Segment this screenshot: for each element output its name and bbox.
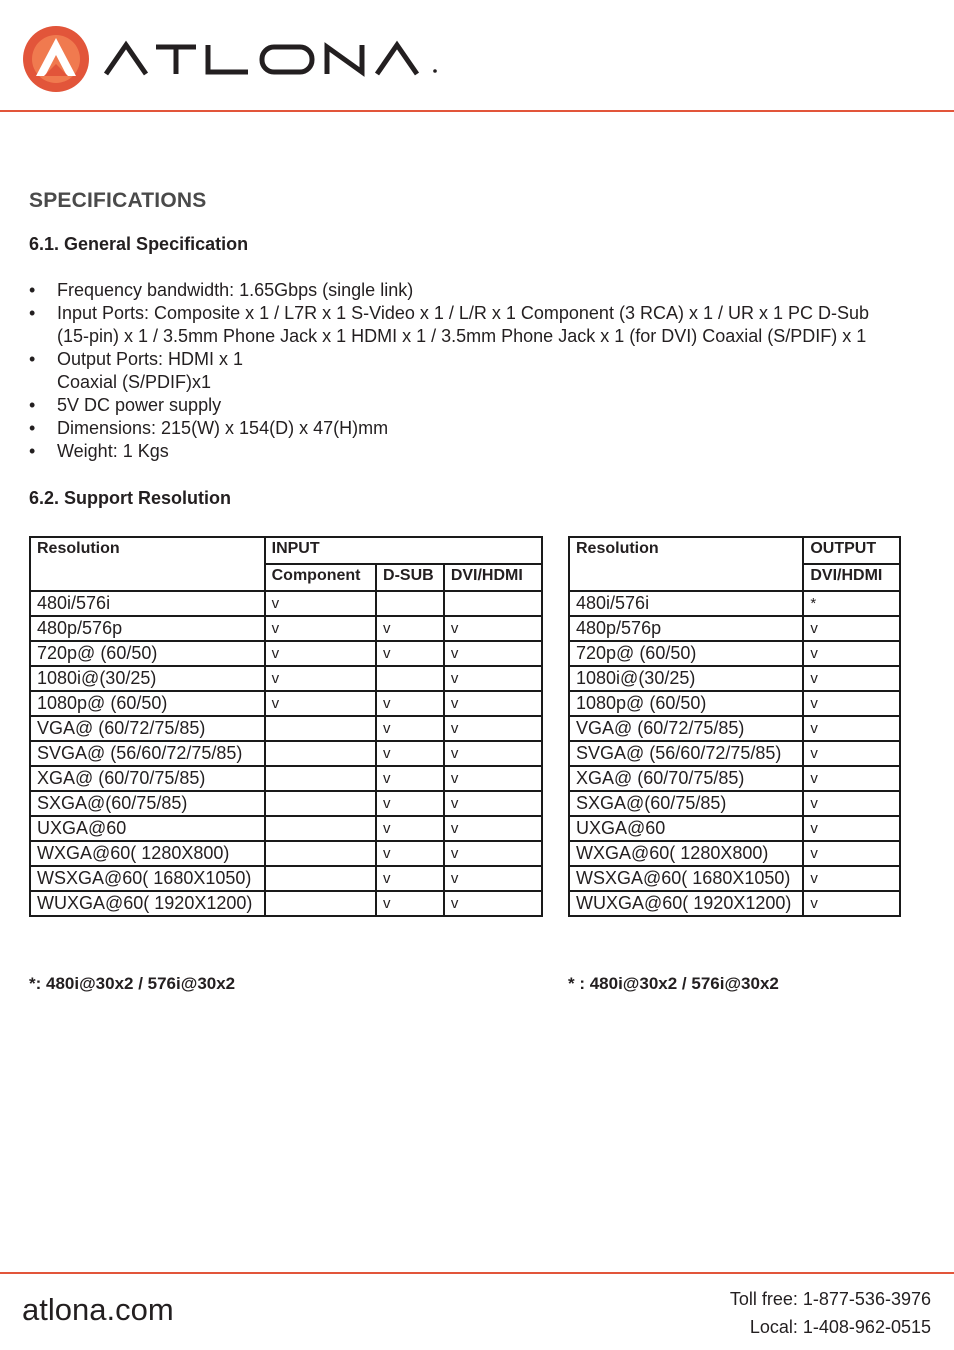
- dvi-support-cell: v: [803, 766, 900, 791]
- column-header-dvi-hdmi: DVI/HDMI: [444, 564, 542, 591]
- component-support-cell: v: [265, 666, 376, 691]
- column-header-resolution: Resolution: [30, 537, 265, 591]
- component-support-cell: [265, 766, 376, 791]
- output-table-note: * : 480i@30x2 / 576i@30x2: [568, 974, 779, 993]
- dvi-support-cell: v: [444, 841, 542, 866]
- dsub-support-cell: v: [376, 641, 444, 666]
- resolution-cell: XGA@ (60/70/75/85): [569, 766, 803, 791]
- website-url[interactable]: atlona.com: [22, 1292, 174, 1327]
- section-title: SPECIFICATIONS: [29, 189, 207, 212]
- footer-divider: [0, 1272, 954, 1274]
- dvi-support-cell: v: [444, 816, 542, 841]
- component-support-cell: v: [265, 641, 376, 666]
- page-header: [0, 0, 954, 112]
- table-row: [569, 741, 900, 766]
- table-row: [569, 716, 900, 741]
- dsub-support-cell: v: [376, 616, 444, 641]
- table-row: [30, 641, 542, 666]
- dsub-support-cell: [376, 666, 444, 691]
- table-header-row: [569, 537, 900, 564]
- dsub-support-cell: v: [376, 891, 444, 916]
- component-support-cell: [265, 791, 376, 816]
- component-support-cell: [265, 866, 376, 891]
- resolution-cell: 480p/576p: [569, 616, 803, 641]
- resolution-cell: WUXGA@60( 1920X1200): [30, 891, 265, 916]
- input-resolution-table: [29, 536, 543, 917]
- dsub-support-cell: v: [376, 716, 444, 741]
- dsub-support-cell: v: [376, 791, 444, 816]
- dvi-support-cell: v: [444, 741, 542, 766]
- table-header-row: [30, 537, 542, 564]
- table-row: [30, 866, 542, 891]
- support-resolution-title: 6.2. Support Resolution: [29, 488, 232, 508]
- dsub-support-cell: v: [376, 866, 444, 891]
- bullet-icon: •: [29, 418, 36, 438]
- dvi-support-cell: v: [803, 791, 900, 816]
- table-row: [569, 866, 900, 891]
- dvi-support-cell: v: [803, 816, 900, 841]
- table-row: [569, 666, 900, 691]
- dvi-support-cell: *: [803, 591, 900, 616]
- local-number: Local: 1-408-962-0515: [749, 1317, 931, 1337]
- resolution-cell: SXGA@(60/75/85): [569, 791, 803, 816]
- resolution-cell: 1080i@(30/25): [569, 666, 803, 691]
- resolution-cell: XGA@ (60/70/75/85): [30, 766, 265, 791]
- list-item: • Input Ports: Composite x 1 / L7R x 1 S-Video x 1 / L/R x 1 Component (3 RCA) x 1 / UR x 1 PC D-Sub: [29, 303, 870, 323]
- table-row: [30, 816, 542, 841]
- column-header-dvi-hdmi: DVI/HDMI: [803, 564, 900, 591]
- atlona-logo: [22, 24, 442, 94]
- dvi-support-cell: v: [444, 666, 542, 691]
- dvi-support-cell: v: [803, 616, 900, 641]
- dsub-support-cell: v: [376, 691, 444, 716]
- table-row: [30, 591, 542, 616]
- dvi-support-cell: v: [444, 866, 542, 891]
- component-support-cell: v: [265, 591, 376, 616]
- dvi-support-cell: v: [803, 691, 900, 716]
- table-row: [569, 891, 900, 916]
- table-row: [569, 616, 900, 641]
- toll-free-number: Toll free: 1-877-536-3976: [729, 1289, 931, 1309]
- table-row: [30, 691, 542, 716]
- output-resolution-table: [568, 536, 901, 917]
- table-row: [569, 591, 900, 616]
- resolution-cell: WXGA@60( 1280X800): [30, 841, 265, 866]
- resolution-cell: VGA@ (60/72/75/85): [569, 716, 803, 741]
- resolution-cell: UXGA@60: [30, 816, 265, 841]
- dvi-support-cell: v: [803, 666, 900, 691]
- table-row: [569, 816, 900, 841]
- resolution-cell: 1080p@ (60/50): [569, 691, 803, 716]
- dvi-support-cell: v: [444, 641, 542, 666]
- list-item: • Weight: 1 Kgs: [29, 441, 169, 461]
- dvi-support-cell: v: [444, 791, 542, 816]
- resolution-cell: 480i/576i: [30, 591, 265, 616]
- resolution-cell: 720p@ (60/50): [30, 641, 265, 666]
- component-support-cell: [265, 891, 376, 916]
- dsub-support-cell: v: [376, 816, 444, 841]
- dvi-support-cell: v: [803, 741, 900, 766]
- column-header-component: Component: [265, 564, 376, 591]
- table-row: [569, 641, 900, 666]
- column-header-dsub: D-SUB: [376, 564, 444, 591]
- dvi-support-cell: v: [803, 891, 900, 916]
- header-divider: [0, 110, 954, 112]
- dvi-support-cell: v: [444, 891, 542, 916]
- table-row: [30, 766, 542, 791]
- bullet-icon: •: [29, 303, 36, 323]
- contact-info: [730, 1285, 931, 1341]
- table-row: [569, 766, 900, 791]
- list-item: • 5V DC power supply: [29, 395, 222, 415]
- list-item: • Frequency bandwidth: 1.65Gbps (single link): [29, 280, 414, 300]
- resolution-cell: 480i/576i: [569, 591, 803, 616]
- table-row: [30, 891, 542, 916]
- column-header-input: INPUT: [265, 537, 542, 564]
- dvi-support-cell: v: [444, 716, 542, 741]
- atlona-logo-icon: [22, 24, 442, 94]
- table-row: [569, 691, 900, 716]
- table-row: [30, 741, 542, 766]
- spec-list: [29, 279, 929, 463]
- resolution-cell: WXGA@60( 1280X800): [569, 841, 803, 866]
- general-spec-title: 6.1. General Specification: [29, 234, 249, 254]
- column-header-resolution: Resolution: [569, 537, 803, 591]
- table-row: [30, 841, 542, 866]
- dsub-support-cell: v: [376, 741, 444, 766]
- component-support-cell: v: [265, 691, 376, 716]
- column-header-output: OUTPUT: [803, 537, 900, 564]
- dvi-support-cell: v: [803, 716, 900, 741]
- input-table-note: *: 480i@30x2 / 576i@30x2: [29, 974, 236, 993]
- dvi-support-cell: v: [803, 841, 900, 866]
- dsub-support-cell: v: [376, 841, 444, 866]
- resolution-cell: VGA@ (60/72/75/85): [30, 716, 265, 741]
- list-item: • Dimensions: 215(W) x 154(D) x 47(H)mm: [29, 418, 389, 438]
- table-row: [569, 791, 900, 816]
- list-item: • Output Ports: HDMI x 1: [29, 349, 244, 369]
- list-item-continuation: (15-pin) x 1 / 3.5mm Phone Jack x 1 HDMI x 1 / 3.5mm Phone Jack x 1 (for DVI) Coaxial (S/PDIF) x 1: [57, 326, 867, 346]
- bullet-icon: •: [29, 441, 36, 461]
- resolution-cell: WSXGA@60( 1680X1050): [569, 866, 803, 891]
- component-support-cell: v: [265, 616, 376, 641]
- resolution-cell: SXGA@(60/75/85): [30, 791, 265, 816]
- component-support-cell: [265, 741, 376, 766]
- resolution-cell: 720p@ (60/50): [569, 641, 803, 666]
- dvi-support-cell: v: [803, 641, 900, 666]
- resolution-cell: 480p/576p: [30, 616, 265, 641]
- table-row: [30, 666, 542, 691]
- bullet-icon: •: [29, 395, 36, 415]
- bullet-icon: •: [29, 280, 36, 300]
- table-row: [569, 841, 900, 866]
- bullet-icon: •: [29, 349, 36, 369]
- dvi-support-cell: v: [444, 766, 542, 791]
- table-row: [30, 616, 542, 641]
- resolution-cell: 1080i@(30/25): [30, 666, 265, 691]
- resolution-cell: UXGA@60: [569, 816, 803, 841]
- dvi-support-cell: [444, 591, 542, 616]
- resolution-cell: 1080p@ (60/50): [30, 691, 265, 716]
- component-support-cell: [265, 816, 376, 841]
- dsub-support-cell: [376, 591, 444, 616]
- table-row: [30, 716, 542, 741]
- resolution-cell: WUXGA@60( 1920X1200): [569, 891, 803, 916]
- table-row: [30, 791, 542, 816]
- component-support-cell: [265, 716, 376, 741]
- list-item-continuation: Coaxial (S/PDIF)x1: [57, 372, 212, 392]
- resolution-cell: WSXGA@60( 1680X1050): [30, 866, 265, 891]
- resolution-cell: SVGA@ (56/60/72/75/85): [30, 741, 265, 766]
- dvi-support-cell: v: [444, 616, 542, 641]
- dsub-support-cell: v: [376, 766, 444, 791]
- resolution-cell: SVGA@ (56/60/72/75/85): [569, 741, 803, 766]
- dvi-support-cell: v: [444, 691, 542, 716]
- dvi-support-cell: v: [803, 866, 900, 891]
- component-support-cell: [265, 841, 376, 866]
